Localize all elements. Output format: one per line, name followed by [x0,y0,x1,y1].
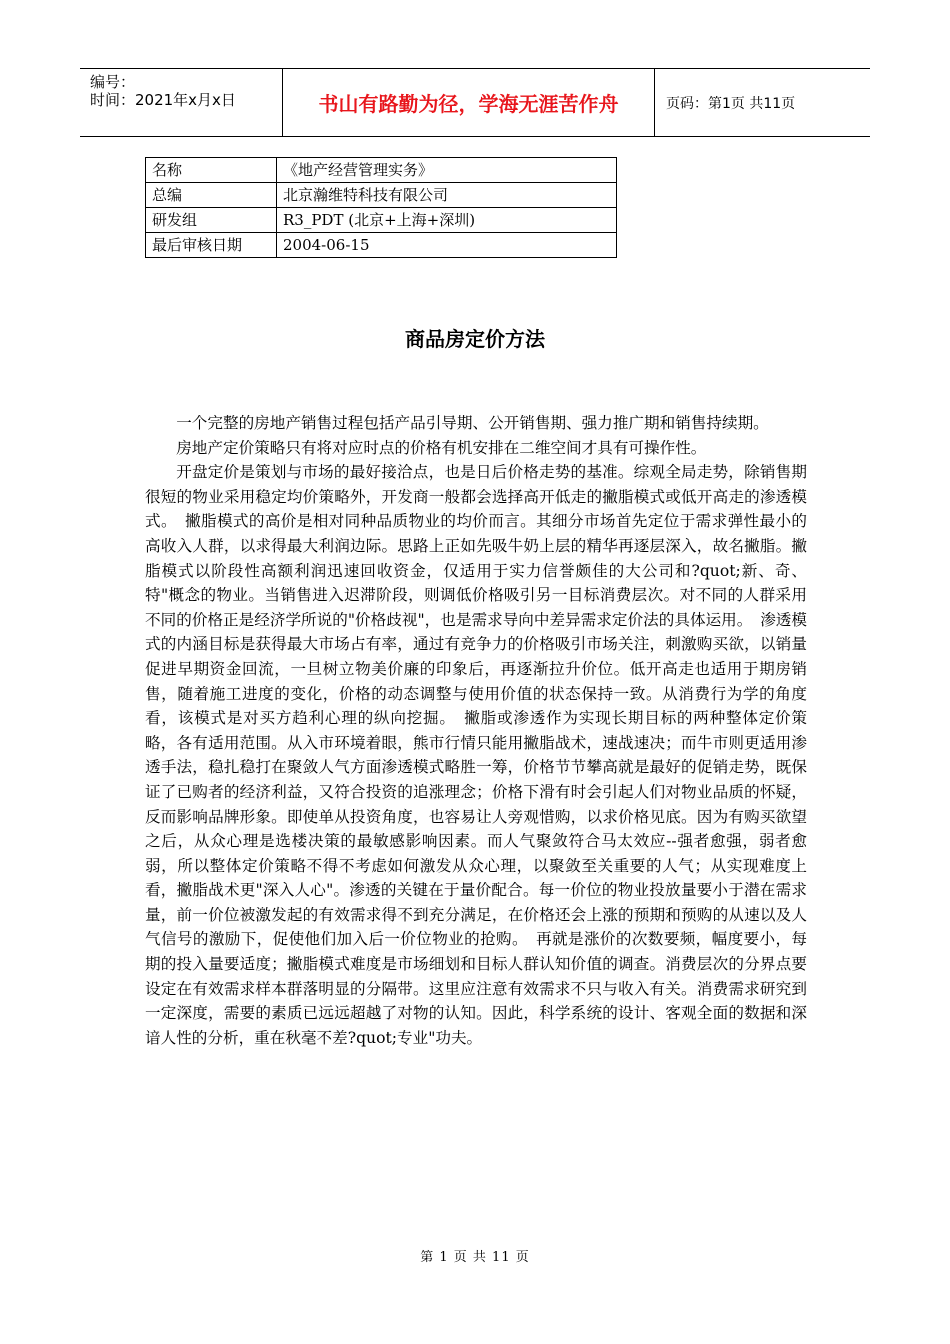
header-info-cell [80,69,283,136]
document-meta-table [145,157,617,258]
meta-key: 总编 [146,183,277,208]
table-row [146,208,617,233]
document-body [145,411,807,1050]
header-page-info: 页码：第1页 共11页 [666,95,796,112]
body-paragraph: 开盘定价是策划与市场的最好接洽点，也是日后价格走势的基准。综观全局走势，除销售期很短的物业采用稳定均价策略外，开发商一般都会选择高开低走的撇脂模式或低开高走的渗透模式。 撇脂模式的高价是相对同种品质物业的均价而言。其细分市场首先定位于需求弹性最小的高收入人群，以求得最大利润边际。思路上正如先吸牛奶上层的精华再逐层深入，故名撇脂。撇脂模式以阶段性高额利润迅速回收资金，仅适用于实力信誉颇佳的大公司和?quot;新、奇、特"概念的物业。当销售进入迟滞阶段，则调低价格吸引另一目标消费层次。对不同的人群采用 不同的价格正是经济学所说的"价格歧视"，也是需求导向中差异需求定价法的具体运用。 渗透模式的内涵目标是获得最大市场占有率，通过有竞争力的价格吸引市场关注，刺激购买欲，以销量促进早期资金回流，一旦树立物美价廉的印象后，再逐渐拉升价位。低开高走也适用于期房销售，随着施工进度的变化，价格的动态调整与使用价值的状态保持一致。从消费行为学的角度看，该模式是对买方趋利心理的纵向挖掘。 撇脂或渗透作为实现长期目标的两种整体定价策略，各有适用范围。从入市环境着眼，熊市行情只能用撇脂战术，速战速决；而牛市则更适用渗透手法，稳扎稳打在聚敛人气方面渗透模式略胜一筹，价格节节攀高就是最好的促销走势，既保证了已购者的经济利益，又符合投资的追涨理念；价格下滑有时会引起人们对物业品质的怀疑，反而影响品牌形象。即使单从投资角度，也容易让人旁观惜购，以求价格见底。因为有购买欲望之后，从众心理是选楼决策的最敏感影响因素。而人气聚敛符合马太效应--强者愈强，弱者愈弱，所以整体定价策略不得不考虑如何激发从众心理，以聚敛至关重要的人气；从实现难度上看，撇脂战术更"深入人心"。渗透的关键在于量价配合。每一价位的物业投放量要小于潜在需求量，前一价位被激发起的有效需求得不到充分满足，在价格还会上涨的预期和预购的从速以及人气信号的激励下，促使他们加入后一价位物业的抢购。 再就是涨价的次数要频，幅度要小，每期的投入量要适度；撇脂模式难度是市场细划和目标人群认知价值的调查。消费层次的分界点要设定在有效需求样本群落明显的分隔带。这里应注意有效需求不只与收入有关。消费需求研究到一定深度，需要的素质已远远超越了对物的认知。因此，科学系统的设计、客观全面的数据和深谙人性的分析，重在秋毫不差?quot;专业"功夫。 [145,463,807,1047]
doc-number-label: 编号： [90,73,136,91]
header-slogan: 书山有路勤为径，学海无涯苦作舟 [283,69,655,136]
page-footer: 第 1 页 共 11 页 [420,1250,530,1265]
body-paragraph: 一个完整的房地产销售过程包括产品引导期、公开销售期、强力推广期和销售持续期。 [176,414,769,432]
meta-value: R3_PDT (北京+上海+深圳) [277,208,617,233]
body-paragraph: 房地产定价策略只有将对应时点的价格有机安排在二维空间才具有可操作性。 [176,438,707,457]
table-row [146,233,617,258]
document-title: 商品房定价方法 [405,327,545,351]
meta-value: 北京瀚维特科技有限公司 [277,183,617,208]
meta-value: 《地产经营管理实务》 [277,158,617,183]
page-header [80,68,870,137]
table-row [146,158,617,183]
table-row [146,183,617,208]
meta-value: 2004-06-15 [277,233,617,258]
meta-key: 名称 [146,158,277,183]
meta-key: 研发组 [146,208,277,233]
doc-date-label: 时间：2021年x月x日 [90,91,236,109]
meta-key: 最后审核日期 [146,233,277,258]
